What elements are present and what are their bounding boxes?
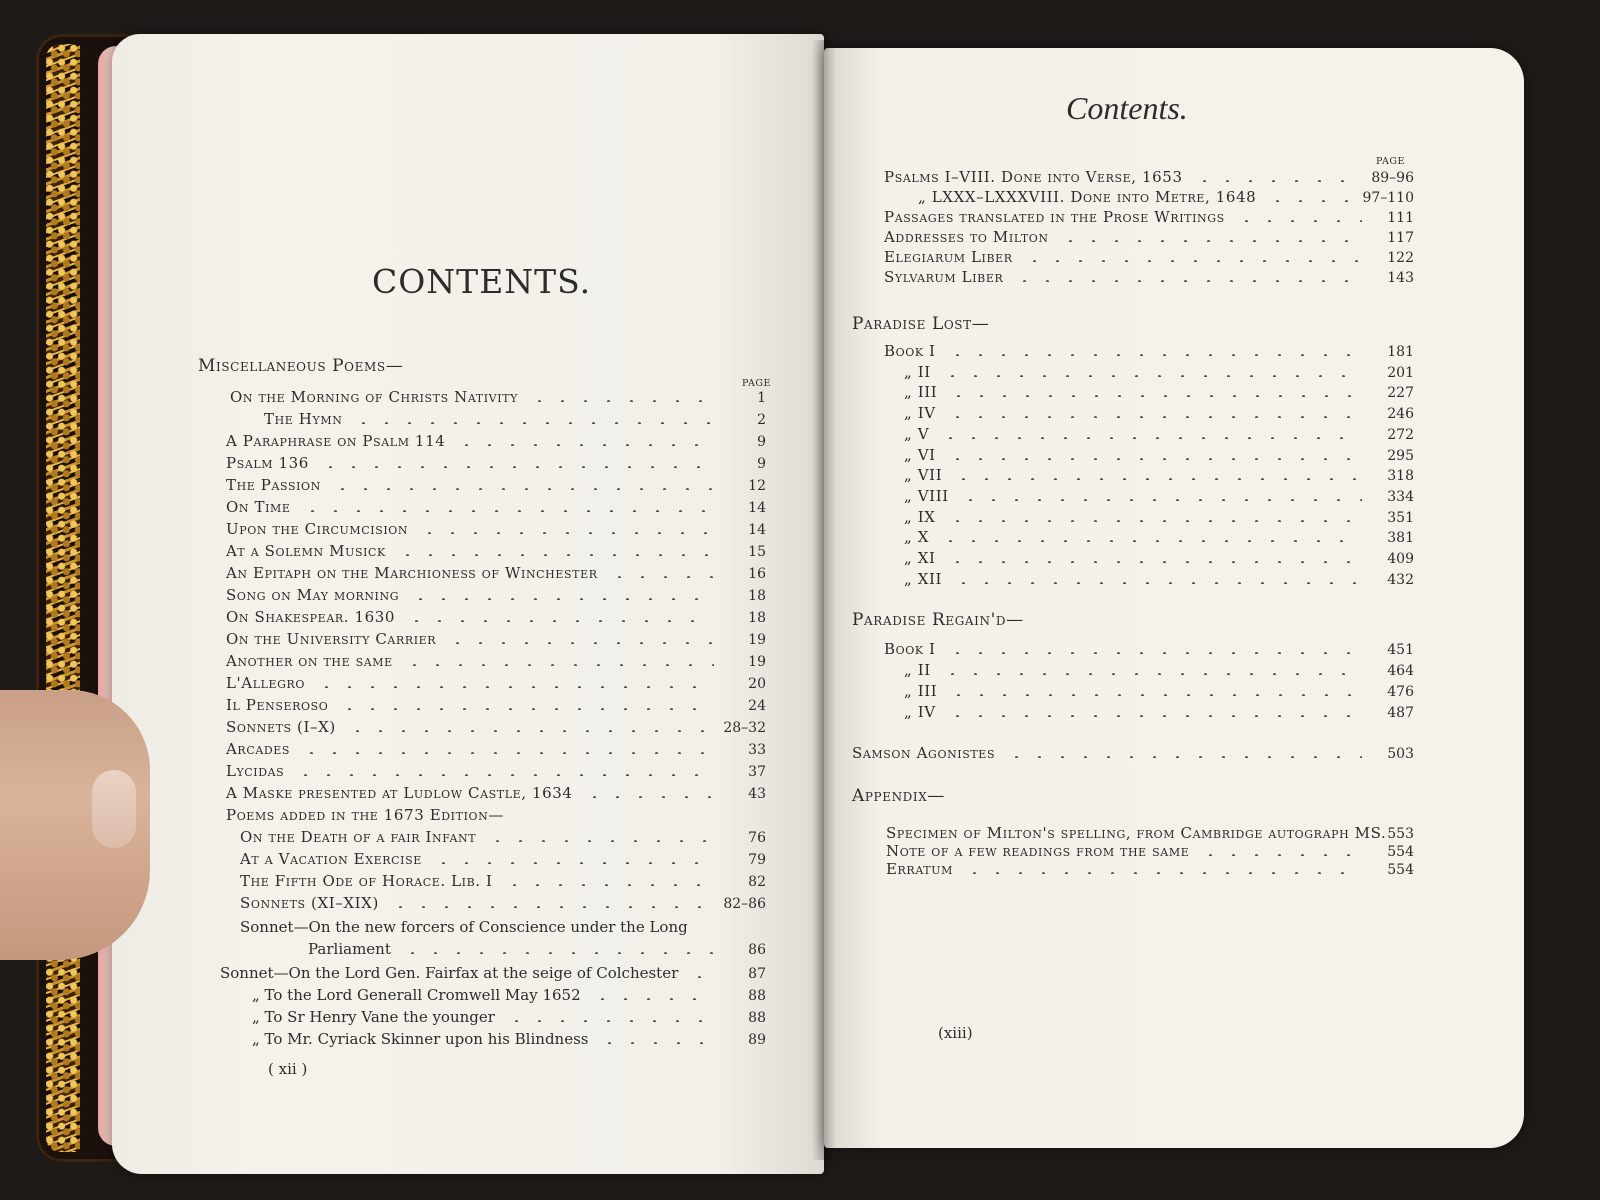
toc-entry-title: Lycidas [226, 762, 285, 780]
book-gutter [812, 40, 836, 1160]
leader-dots [946, 354, 1362, 356]
toc-entry-page: 43 [748, 786, 766, 802]
toc-entry-page: 14 [748, 500, 766, 516]
toc-entry-title: „ III [904, 682, 938, 700]
thumbnail [92, 770, 136, 848]
toc-entry-title: Book I [884, 342, 936, 360]
toc-entry-page: 87 [748, 966, 766, 982]
toc-entry-title: Parliament [308, 940, 391, 958]
toc-entry-title: Specimen of Milton's spelling, from Cambridge autograph MS. [886, 824, 1387, 842]
toc-entry-page: 14 [748, 522, 766, 538]
leader-dots [455, 444, 714, 446]
toc-entry-page: 86 [748, 942, 766, 958]
toc-entry-title: The Fifth Ode of Horace. Lib. I [240, 872, 493, 890]
leader-dots [503, 884, 714, 886]
toc-entry-page: 554 [1387, 844, 1414, 860]
toc-entry-title: „ LXXX–LXXXVIII. Done into Metre, 1648 [918, 188, 1257, 206]
toc-entry-page: 476 [1387, 684, 1414, 700]
toc-entry-title: The Hymn [264, 410, 343, 428]
right-page [824, 48, 1524, 1148]
leader-dots [1023, 260, 1362, 262]
page-column-label: PAGE [742, 378, 771, 389]
leader-dots [396, 554, 714, 556]
toc-entry-title: Addresses to Milton [884, 228, 1049, 246]
leader-dots [939, 437, 1362, 439]
toc-entry-page: 88 [748, 1010, 766, 1026]
toc-entry-page: 351 [1387, 509, 1414, 526]
leader-dots [608, 576, 714, 578]
toc-entry-page: 143 [1387, 270, 1414, 286]
toc-entry-title: „ XII [904, 569, 943, 588]
leader-dots [409, 598, 714, 600]
toc-entry-title: „ VII [904, 466, 943, 485]
toc-entry-page: 16 [748, 566, 766, 582]
toc-entry-page: 89 [748, 1032, 766, 1048]
toc-entry-page: 28–32 [723, 720, 766, 736]
toc-entry-title: Song on May morning [226, 586, 400, 604]
toc-entry-title: On the University Carrier [226, 630, 437, 648]
toc-entry-title: A Paraphrase on Psalm 114 [226, 432, 446, 450]
toc-entry-page: 33 [748, 742, 766, 758]
toc-entry-page: 318 [1387, 468, 1414, 485]
leader-dots [583, 796, 714, 798]
leader-dots [688, 976, 714, 978]
section-heading: Miscellaneous Poems— [198, 356, 404, 376]
leader-dots [528, 400, 714, 402]
toc-entry-title: Erratum [886, 860, 953, 878]
toc-entry-page: 18 [748, 588, 766, 604]
toc-entry-page: 88 [748, 988, 766, 1004]
toc-entry-page: 246 [1387, 406, 1414, 423]
leader-dots [300, 752, 714, 754]
left-folio: ( xii ) [268, 1060, 308, 1078]
toc-entry-page: 20 [748, 676, 766, 692]
toc-entry-page: 89–96 [1371, 170, 1414, 186]
toc-entry-page: 334 [1387, 488, 1414, 505]
toc-entry-title: „ IX [904, 507, 936, 526]
toc-entry-page: 432 [1387, 571, 1414, 588]
toc-entry-page: 111 [1387, 210, 1414, 226]
paradise-lost-heading: Paradise Lost— [852, 314, 990, 334]
leader-dots [446, 642, 714, 644]
leader-dots [301, 510, 714, 512]
leader-dots [946, 715, 1362, 717]
right-page-title: Contents. [1066, 90, 1188, 126]
leader-dots [946, 458, 1362, 460]
leader-dots [946, 652, 1362, 654]
toc-entry-page: 295 [1387, 447, 1414, 464]
toc-entry-page: 9 [757, 456, 766, 472]
toc-entry-title: „ To the Lord Generall Cromwell May 1652 [252, 986, 581, 1004]
toc-entry-page: 76 [748, 830, 766, 846]
leader-dots [294, 774, 714, 776]
leader-dots [939, 540, 1362, 542]
toc-entry-title: The Passion [226, 476, 321, 494]
toc-entry-title: Sonnet—On the new forcers of Conscience under the Long [240, 918, 688, 936]
leader-dots [486, 840, 714, 842]
leader-dots [505, 1020, 714, 1022]
toc-entry-title: Arcades [226, 740, 291, 758]
toc-entry-page: 117 [1387, 230, 1414, 246]
page-column-label: PAGE [1376, 156, 1405, 167]
toc-entry-page: 19 [748, 654, 766, 670]
toc-entry-title: On the Morning of Christs Nativity [230, 388, 518, 406]
leader-dots [405, 620, 714, 622]
toc-entry-title: On Shakespear. 1630 [226, 608, 396, 626]
leader-dots [946, 561, 1362, 563]
toc-entry-page: 554 [1387, 862, 1414, 878]
leader-dots [418, 532, 714, 534]
leader-dots [319, 466, 714, 468]
toc-entry-page: 24 [748, 698, 766, 714]
leader-dots [598, 1042, 714, 1044]
toc-entry-title: „ To Sr Henry Vane the younger [252, 1008, 495, 1026]
left-page-title: CONTENTS. [372, 262, 592, 301]
toc-entry-title: „ VIII [904, 486, 949, 505]
toc-entry-title: Upon the Circumcision [226, 520, 409, 538]
toc-entry-title: „ IV [904, 703, 936, 721]
paradise-regained-heading: Paradise Regain'd— [852, 610, 1024, 630]
right-folio: (xiii) [938, 1024, 973, 1042]
leader-dots [952, 582, 1362, 584]
leader-dots [941, 673, 1362, 675]
toc-entry-page: 1 [757, 390, 766, 406]
toc-entry-title: „ IV [904, 404, 936, 423]
appendix-heading: Appendix— [852, 786, 945, 806]
toc-entry-title: Passages translated in the Prose Writings [884, 208, 1225, 226]
toc-entry-title: L'Allegro [226, 674, 306, 692]
toc-entry-page: 227 [1387, 385, 1414, 402]
toc-entry-page: 553 [1387, 826, 1414, 842]
toc-entry-title: „ VI [904, 445, 936, 464]
leader-dots [315, 686, 714, 688]
toc-entry-title: Another on the same [226, 652, 393, 670]
toc-entry-page: 487 [1387, 705, 1414, 721]
toc-entry-page: 503 [1387, 746, 1414, 762]
toc-entry-page: 79 [748, 852, 766, 868]
toc-entry-title: At a Solemn Musick [226, 542, 386, 560]
leader-dots [1266, 200, 1362, 202]
leader-dots [389, 906, 714, 908]
leader-dots [432, 862, 714, 864]
toc-entry-title: Il Penseroso [226, 696, 329, 714]
leader-dots [946, 416, 1362, 418]
toc-entry-title: Note of a few readings from the same [886, 842, 1190, 860]
toc-entry-page: 451 [1387, 642, 1414, 658]
leader-dots [941, 375, 1362, 377]
toc-entry-title: Elegiarum Liber [884, 248, 1013, 266]
toc-entry-title: Psalm 136 [226, 454, 309, 472]
toc-entry-page: 381 [1387, 530, 1414, 547]
toc-entry-title: „ III [904, 383, 938, 402]
leader-dots [1005, 756, 1362, 758]
leader-dots [946, 520, 1362, 522]
toc-entry-page: 201 [1387, 364, 1414, 381]
gilt-edge-decoration [46, 44, 80, 1152]
toc-entry-title: „ II [904, 661, 931, 679]
leader-dots [403, 664, 714, 666]
toc-entry-title: Sonnet—On the Lord Gen. Fairfax at the seige of Colchester [220, 964, 679, 982]
toc-entry-page: 19 [748, 632, 766, 648]
toc-entry-page: 82–86 [723, 896, 766, 912]
toc-entry-page: 122 [1387, 250, 1414, 266]
leader-dots [947, 395, 1362, 397]
leader-dots [1059, 240, 1362, 242]
leader-dots [947, 694, 1362, 696]
leader-dots [1199, 854, 1362, 856]
leader-dots [331, 488, 714, 490]
leader-dots [346, 730, 714, 732]
toc-entry-title: „ X [904, 528, 930, 547]
leader-dots [1235, 220, 1362, 222]
toc-entry-page: 272 [1387, 426, 1414, 443]
toc-entry-title: An Epitaph on the Marchioness of Winchester [226, 564, 598, 582]
leader-dots [591, 998, 714, 1000]
leader-dots [338, 708, 714, 710]
leader-dots [401, 952, 714, 954]
toc-entry-page: 2 [757, 412, 766, 428]
toc-entry-title: Poems added in the 1673 Edition— [226, 806, 504, 824]
leader-dots [352, 422, 714, 424]
toc-entry-page: 9 [757, 434, 766, 450]
toc-entry-title: „ V [904, 424, 930, 443]
toc-entry-page: 37 [748, 764, 766, 780]
toc-entry-title: „ XI [904, 549, 936, 567]
leader-dots [963, 872, 1362, 874]
toc-entry-title: On the Death of a fair Infant [240, 828, 477, 846]
toc-entry-page: 464 [1387, 663, 1414, 679]
toc-entry-title: „ To Mr. Cyriack Skinner upon his Blindness [252, 1030, 589, 1048]
toc-entry-title: Book I [884, 640, 936, 658]
toc-entry-title: A Maske presented at Ludlow Castle, 1634 [226, 784, 573, 802]
toc-entry-page: 409 [1387, 551, 1414, 567]
toc-entry-page: 18 [748, 610, 766, 626]
toc-entry-title: Sonnets (I–X) [226, 718, 336, 736]
left-page [112, 34, 824, 1174]
leader-dots [952, 478, 1362, 480]
toc-entry-title: On Time [226, 498, 291, 516]
toc-entry-title: At a Vacation Exercise [240, 850, 422, 868]
toc-entry-title: Sylvarum Liber [884, 268, 1004, 286]
toc-entry-page: 181 [1387, 344, 1414, 360]
leader-dots [959, 499, 1362, 501]
toc-entry-title: „ II [904, 362, 931, 381]
toc-entry-page: 97–110 [1362, 190, 1414, 206]
leader-dots [1013, 280, 1362, 282]
toc-entry-title: Samson Agonistes [852, 744, 996, 762]
toc-entry-page: 12 [748, 478, 766, 494]
leader-dots [1193, 180, 1362, 182]
toc-entry-title: Sonnets (XI–XIX) [240, 894, 379, 912]
toc-entry-title: Psalms I–VIII. Done into Verse, 1653 [884, 168, 1183, 186]
toc-entry-page: 82 [748, 874, 766, 890]
toc-entry-page: 15 [748, 544, 766, 560]
